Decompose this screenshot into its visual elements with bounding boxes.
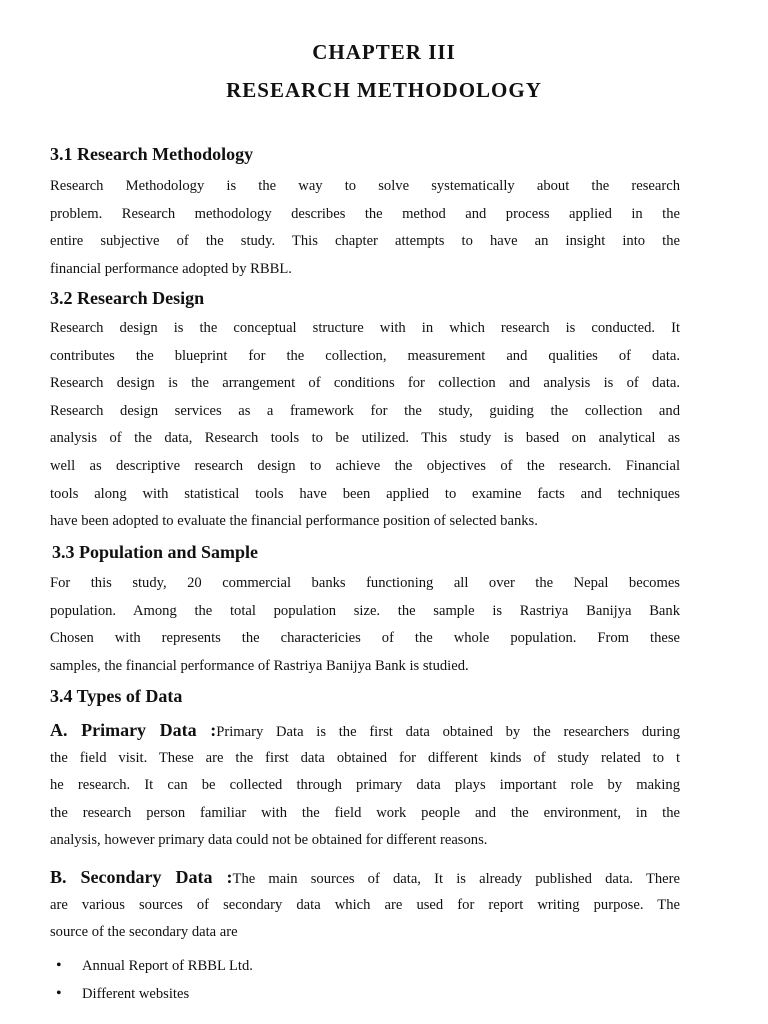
paragraph-line: financial performance adopted by RBBL. [50, 260, 292, 277]
paragraph-line: the field visit. These are the first data obtained for different kinds of study related to t [50, 749, 680, 766]
paragraph-line: are various sources of secondary data which are used for report writing purpose. The [50, 896, 680, 913]
secondary-data-first-line: The main sources of data, It is already published data. There [232, 871, 680, 887]
paragraph-line [50, 717, 680, 745]
chapter-number: CHAPTER III [312, 40, 456, 64]
primary-data-paragraph [50, 717, 680, 855]
section-3-1-heading: 3.1 Research Methodology [50, 144, 254, 164]
paragraph-line: Research design is the conceptual structure with in which research is conducted. It [50, 320, 680, 336]
section-3-2-paragraph [50, 315, 680, 536]
list-item [56, 952, 253, 980]
section-3-1-paragraph [50, 173, 680, 283]
chapter-title: RESEARCH METHODOLOGY [226, 78, 542, 102]
section-3-4-heading: 3.4 Types of Data [50, 686, 183, 706]
bullet-icon: • [56, 957, 62, 974]
paragraph-line [50, 864, 680, 892]
paragraph-line: analysis, however primary data could not be obtained for different reasons. [50, 832, 488, 849]
paragraph-line: have been adopted to evaluate the financial performance position of selected banks. [50, 513, 538, 530]
list-item-text: Annual Report of RBBL Ltd. [82, 958, 253, 974]
paragraph-line: Research design is the arrangement of conditions for collection and analysis is of data. [50, 375, 680, 392]
paragraph-line: population. Among the total population size. the sample is Rastriya Banijya Bank [50, 602, 680, 619]
paragraph-line: Research design services as a framework for the study, guiding the collection and [50, 402, 680, 419]
primary-data-first-line: Primary Data is the first data obtained by the researchers during [216, 724, 680, 740]
secondary-data-paragraph [50, 864, 680, 947]
secondary-data-label: B. Secondary Data : [50, 867, 233, 887]
paragraph-line: the research person familiar with the field work people and the environment, in the [50, 804, 680, 821]
paragraph-line: samples, the financial performance of Rastriya Banijya Bank is studied. [50, 657, 469, 674]
paragraph-line: analysis of the data, Research tools to be utilized. This study is based on analytical as [50, 430, 680, 447]
paragraph-line: tools along with statistical tools have been applied to examine facts and techniques [50, 485, 680, 502]
paragraph-line: entire subjective of the study. This chapter attempts to have an insight into the [50, 233, 680, 250]
list-item [56, 980, 253, 1008]
paragraph-line: well as descriptive research design to achieve the objectives of the research. Financial [50, 457, 680, 474]
section-3-3-paragraph [50, 570, 680, 680]
list-item-text: Different websites [82, 986, 190, 1002]
sources-list [56, 952, 253, 1008]
paragraph-line: For this study, 20 commercial banks functioning all over the Nepal becomes [50, 575, 680, 591]
section-3-2-heading: 3.2 Research Design [50, 288, 205, 308]
paragraph-line: contributes the blueprint for the collection, measurement and qualities of data. [50, 347, 680, 364]
paragraph-line: problem. Research methodology describes the method and process applied in the [50, 205, 680, 222]
paragraph-line: Chosen with represents the charactericies of the whole population. From these [50, 630, 680, 647]
paragraph-line: source of the secondary data are [50, 924, 238, 941]
paragraph-line: he research. It can be collected through primary data plays important role by making [50, 777, 680, 794]
primary-data-label: A. Primary Data : [50, 720, 217, 740]
section-3-3-heading: 3.3 Population and Sample [52, 542, 259, 562]
bullet-icon: • [56, 985, 62, 1002]
paragraph-line: Research Methodology is the way to solve systematically about the research [50, 178, 680, 194]
